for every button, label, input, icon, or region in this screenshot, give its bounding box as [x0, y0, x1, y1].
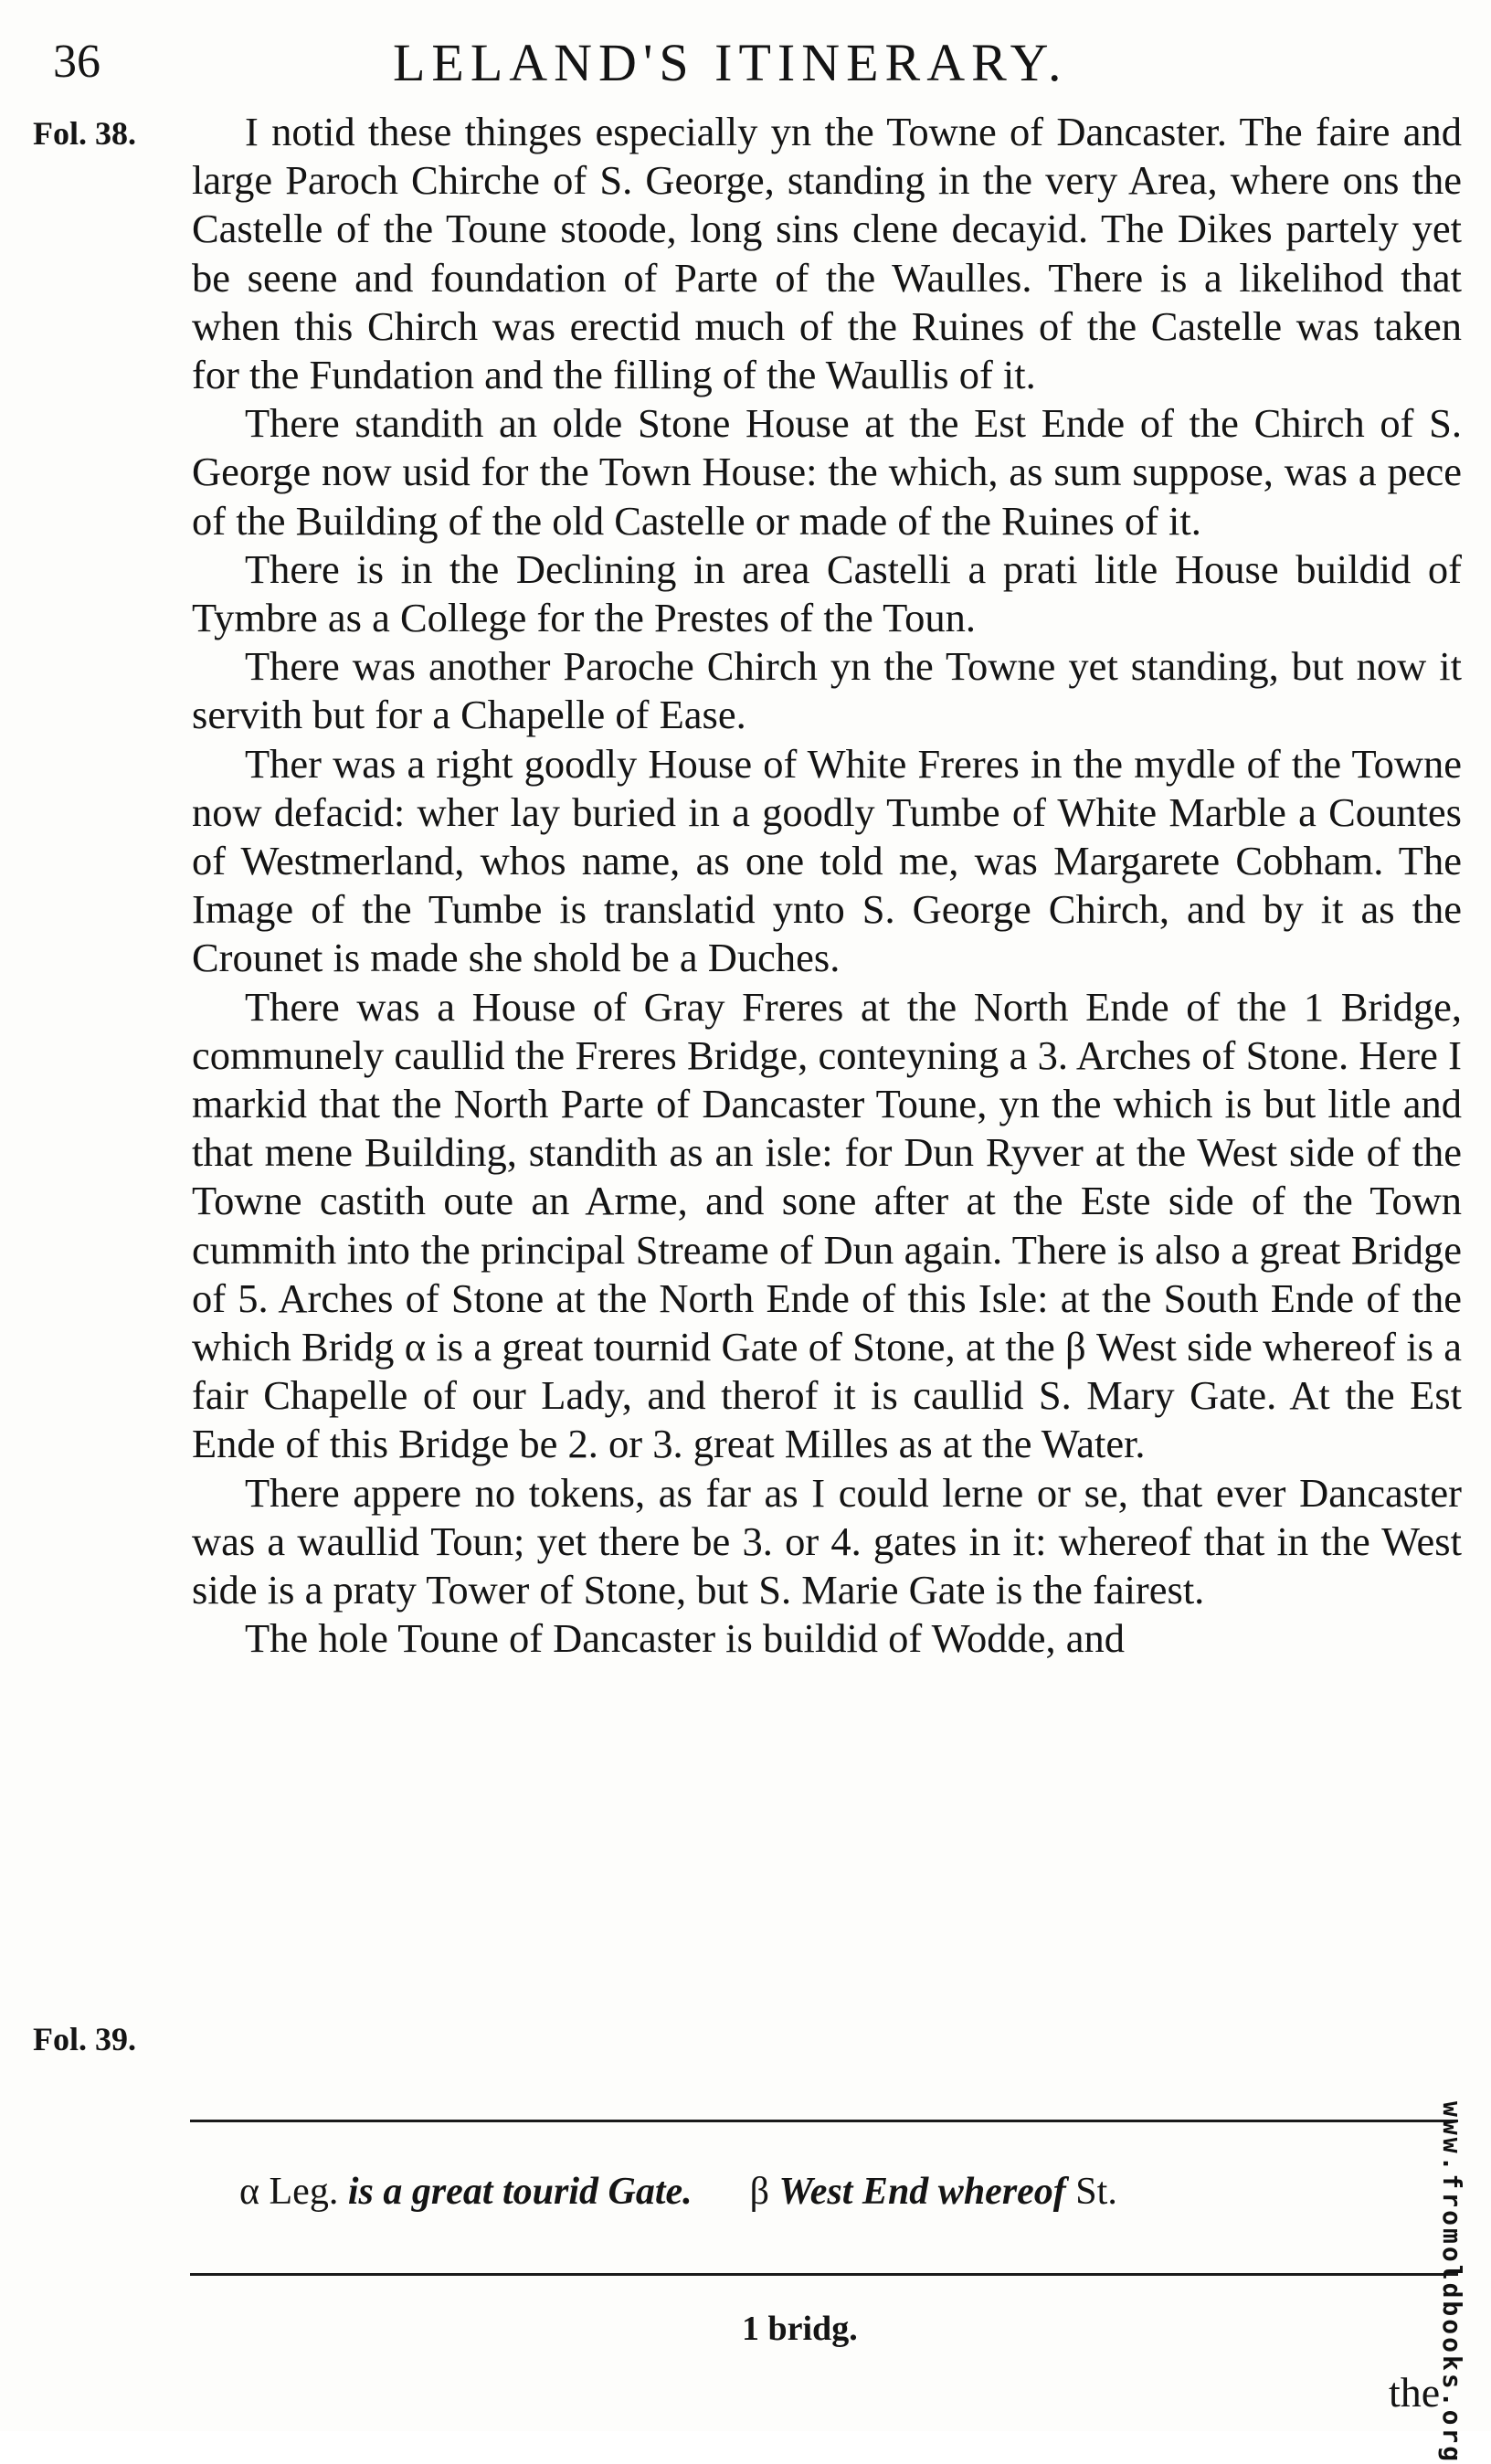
- divider-rule: [190, 2273, 1458, 2276]
- beta-text: West End whereof: [778, 2171, 1066, 2213]
- margin-note-fol-39: Fol. 39.: [33, 2021, 136, 2057]
- paragraph: There standith an olde Stone House at the Est Ende of the Chirch of S. George now usid for the Town House: the which, as sum suppose, was a pece of the Building of the old Castelle or made of the Ruines of it.: [192, 400, 1462, 544]
- alpha-ref: Leg.: [269, 2171, 339, 2213]
- beta-mark: β: [749, 2171, 770, 2213]
- paragraph: Ther was a right goodly House of White Freres in the mydle of the Towne now defacid: wher lay buried in a goodly Tumbe of White Marble a Countes of Westmerland, whos name, as one told me, was Margarete Cobham. The Image of the Tumbe is translatid ynto S. George Chirch, and by it as the Crounet is made she shold be a Duches.: [192, 740, 1462, 981]
- alpha-text: is a great tourid Gate.: [347, 2171, 693, 2213]
- paragraph: There was a House of Gray Freres at the North Ende of the 1 Bridge, communely caullid the Freres Bridge, conteyning a 3. Arches of Stone. Here I markid that the North Parte of Dancaster Toune, yn the which is but litle and that mene Building, standith as an isle: for Dun Ryver at the West side of the Towne castith oute an Arme, and sone after at the Este side of the Town cummith into the principal Streame of Dun again. There is also a great Bridge of 5. Arches of Stone at the North Ende of this Isle: at the South Ende of the which Bridg α is a great tournid Gate of Stone, at the β West side whereof is a fair Chapelle of our Lady, and therof it is caullid S. Mary Gate. At the Est Ende of this Bridge be 2. or 3. great Milles as at the Water.: [192, 983, 1462, 1467]
- alpha-mark: α: [239, 2171, 260, 2213]
- page-number: 36: [53, 36, 100, 88]
- paragraph: There was another Paroche Chirch yn the Towne yet standing, but now it servith but for a Chapelle of Ease.: [192, 643, 1462, 738]
- beta-ref: St.: [1075, 2171, 1117, 2213]
- paragraph: I notid these thinges especially yn the Towne of Dancaster. The faire and large Paroch Chirche of S. George, standing in the very Area, where ons the Castelle of the Toune stoode, long sins clene decayid. The Dikes partely yet be seene and foundation of Parte of the Waulles. There is a likelihod that when this Chirch was erectid much of the Ruines of the Castelle was taken for the Fundation and the filling of the Waullis of it.: [192, 109, 1462, 398]
- margin-note-fol-38: Fol. 38.: [33, 115, 136, 152]
- footnote: 1 bridg.: [742, 2310, 858, 2348]
- paragraph: There appere no tokens, as far as I could lerne or se, that ever Dancaster was a waullid Toun; yet there be 3. or 4. gates in it: whereof that in the West side is a praty Tower of Stone, but S. Marie Gate is the fairest.: [192, 1469, 1462, 1613]
- divider-rule: [190, 2120, 1458, 2122]
- paragraph: The hole Toune of Dancaster is buildid of Wodde, and: [245, 1615, 1126, 1662]
- paragraph: There is in the Declining in area Castelli a prati litle House buildid of Tymbre as a College for the Prestes of the Toun.: [192, 545, 1462, 641]
- running-head: LELAND'S ITINERARY.: [393, 33, 1068, 92]
- catchword: the: [1389, 2369, 1441, 2416]
- watermark-text: www.fromoldbooks.org: [1437, 2101, 1467, 2464]
- body-text: [192, 108, 1462, 1664]
- variant-readings: [239, 2173, 1117, 2211]
